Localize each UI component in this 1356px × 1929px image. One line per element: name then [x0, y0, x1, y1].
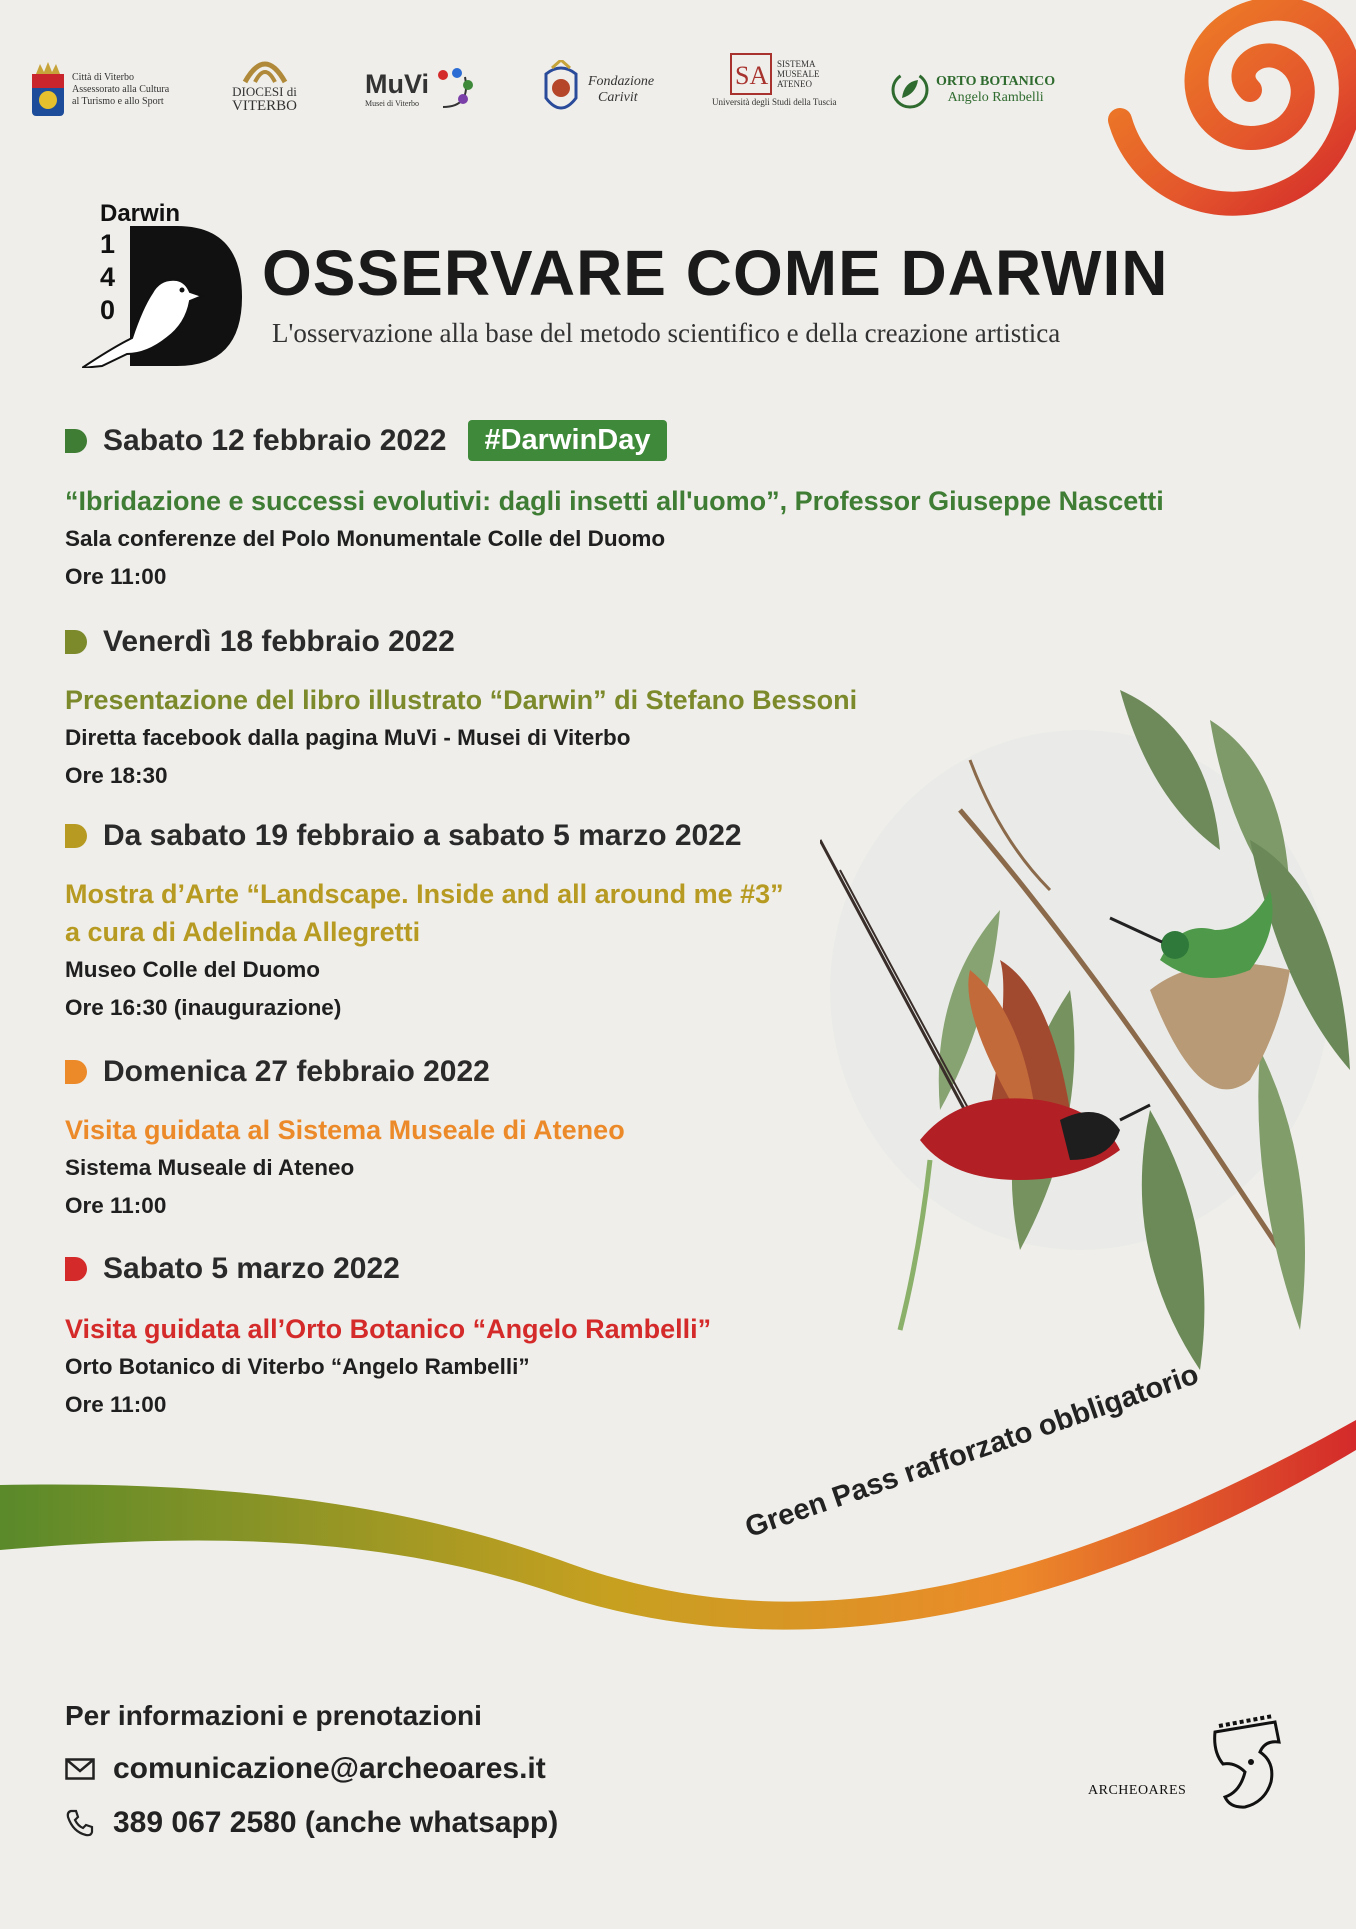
event-3-time: Ore 16:30 (inaugurazione) — [65, 995, 342, 1020]
event-1-title: “Ibridazione e successi evolutivi: dagli insetti all'uomo”, Professor Giuseppe Nascetti — [65, 486, 1164, 516]
green-pass-notice: Green Pass rafforzato obbligatorio — [741, 1358, 1203, 1545]
viterbo-line-2: Assessorato alla Cultura — [72, 84, 170, 95]
event-5-date: Sabato 5 marzo 2022 — [103, 1252, 400, 1285]
archeoares-name: ARCHEOARES — [1088, 1783, 1187, 1798]
carivit-line-2: Carivit — [598, 90, 638, 105]
viterbo-line-1: Città di Viterbo — [72, 72, 134, 83]
darwin-number — [100, 228, 115, 327]
viterbo-crest-icon — [30, 60, 66, 120]
archeoares-helmet-icon — [1205, 1712, 1287, 1812]
event-4-date: Domenica 27 febbraio 2022 — [103, 1055, 490, 1088]
logo-orto-botanico — [890, 55, 1055, 125]
spiral-decoration — [1100, 0, 1356, 250]
viterbo-line-3: al Turismo e allo Sport — [72, 96, 164, 107]
event-4-date-row — [65, 1055, 490, 1089]
event-3-date-row — [65, 819, 742, 853]
page-subtitle: L'osservazione alla base del metodo scientifico e della creazione artistica — [272, 318, 1061, 348]
logo-citta-viterbo — [30, 55, 169, 125]
hummingbird-illustration — [820, 690, 1356, 1410]
event-1-date: Sabato 12 febbraio 2022 — [103, 423, 447, 457]
event-marker-icon — [65, 429, 87, 453]
orto-line-2: Angelo Rambelli — [947, 90, 1044, 105]
sma-monogram-icon — [729, 52, 773, 96]
darwinday-tag: #DarwinDay — [468, 420, 666, 461]
svg-text:SA: SA — [735, 61, 769, 90]
carivit-line-1: Fondazione — [588, 74, 655, 89]
event-5-date-row — [65, 1252, 400, 1286]
event-3-title-line-2: a cura di Adelinda Allegretti — [65, 917, 421, 947]
event-4-title: Visita guidata al Sistema Museale di Ateneo — [65, 1115, 625, 1145]
sma-university: Università degli Studi della Tuscia — [712, 97, 837, 107]
muvi-sub: Musei di Viterbo — [365, 99, 420, 108]
darwin-number-digit: 0 — [100, 295, 116, 325]
carivit-crest-icon — [540, 60, 582, 120]
event-marker-icon — [65, 630, 87, 654]
event-1-time: Ore 11:00 — [65, 564, 167, 589]
swoosh-band — [0, 1390, 1356, 1660]
darwin-word: Darwin — [100, 200, 181, 227]
event-marker-icon — [65, 1060, 87, 1084]
logo-sistema-museale — [712, 52, 837, 127]
event-4-time: Ore 11:00 — [65, 1193, 167, 1218]
event-5-title: Visita guidata all’Orto Botanico “Angelo Rambelli” — [65, 1314, 712, 1344]
contact-phone-row — [65, 1806, 558, 1840]
muvi-name: MuVi — [365, 69, 430, 99]
event-3-place: Museo Colle del Duomo — [65, 957, 321, 982]
sma-line-1: SISTEMA — [777, 59, 816, 69]
event-3-date: Da sabato 19 febbraio a sabato 5 marzo 2022 — [103, 819, 742, 852]
event-4-place: Sistema Museale di Ateneo — [65, 1155, 355, 1180]
page-title: OSSERVARE COME DARWIN — [262, 237, 1169, 309]
event-1-date-row — [65, 420, 667, 461]
contact-heading: Per informazioni e prenotazioni — [65, 1700, 482, 1731]
contact-phone[interactable]: 389 067 2580 (anche whatsapp) — [113, 1806, 559, 1839]
logo-fondazione-carivit — [540, 55, 654, 125]
event-5-place: Orto Botanico di Viterbo “Angelo Rambelli” — [65, 1354, 530, 1379]
contact-email[interactable]: comunicazione@archeoares.it — [113, 1752, 546, 1785]
diocesi-line-1: DIOCESI di — [232, 84, 297, 99]
diocesi-line-2: VITERBO — [232, 98, 297, 114]
logo-muvi — [365, 55, 475, 125]
diocesi-arch-icon — [240, 52, 290, 84]
event-1-place: Sala conferenze del Polo Monumentale Colle del Duomo — [65, 526, 666, 551]
event-2-date: Venerdì 18 febbraio 2022 — [103, 625, 455, 658]
event-2-place: Diretta facebook dalla pagina MuVi - Musei di Viterbo — [65, 725, 631, 750]
event-marker-icon — [65, 824, 87, 848]
event-2-time: Ore 18:30 — [65, 763, 168, 788]
contact-email-row — [65, 1752, 546, 1786]
orto-leaf-icon — [890, 70, 930, 110]
envelope-icon — [65, 1758, 95, 1780]
event-5-time: Ore 11:00 — [65, 1392, 167, 1417]
sma-line-2: MUSEALE — [777, 69, 820, 79]
event-3-title: Mostra d’Arte “Landscape. Inside and all around me #3” — [65, 879, 784, 909]
event-2-date-row — [65, 625, 455, 659]
event-marker-icon — [65, 1257, 87, 1281]
event-2-title: Presentazione del libro illustrato “Darwin” di Stefano Bessoni — [65, 685, 858, 715]
darwin-number-digit: 1 — [100, 229, 116, 259]
sma-line-3: ATENEO — [777, 79, 812, 89]
phone-icon — [65, 1808, 95, 1838]
muvi-dots-icon — [435, 67, 475, 113]
logo-diocesi — [232, 52, 297, 127]
darwin-number-digit: 4 — [100, 262, 116, 292]
orto-line-1: ORTO BOTANICO — [936, 74, 1056, 89]
